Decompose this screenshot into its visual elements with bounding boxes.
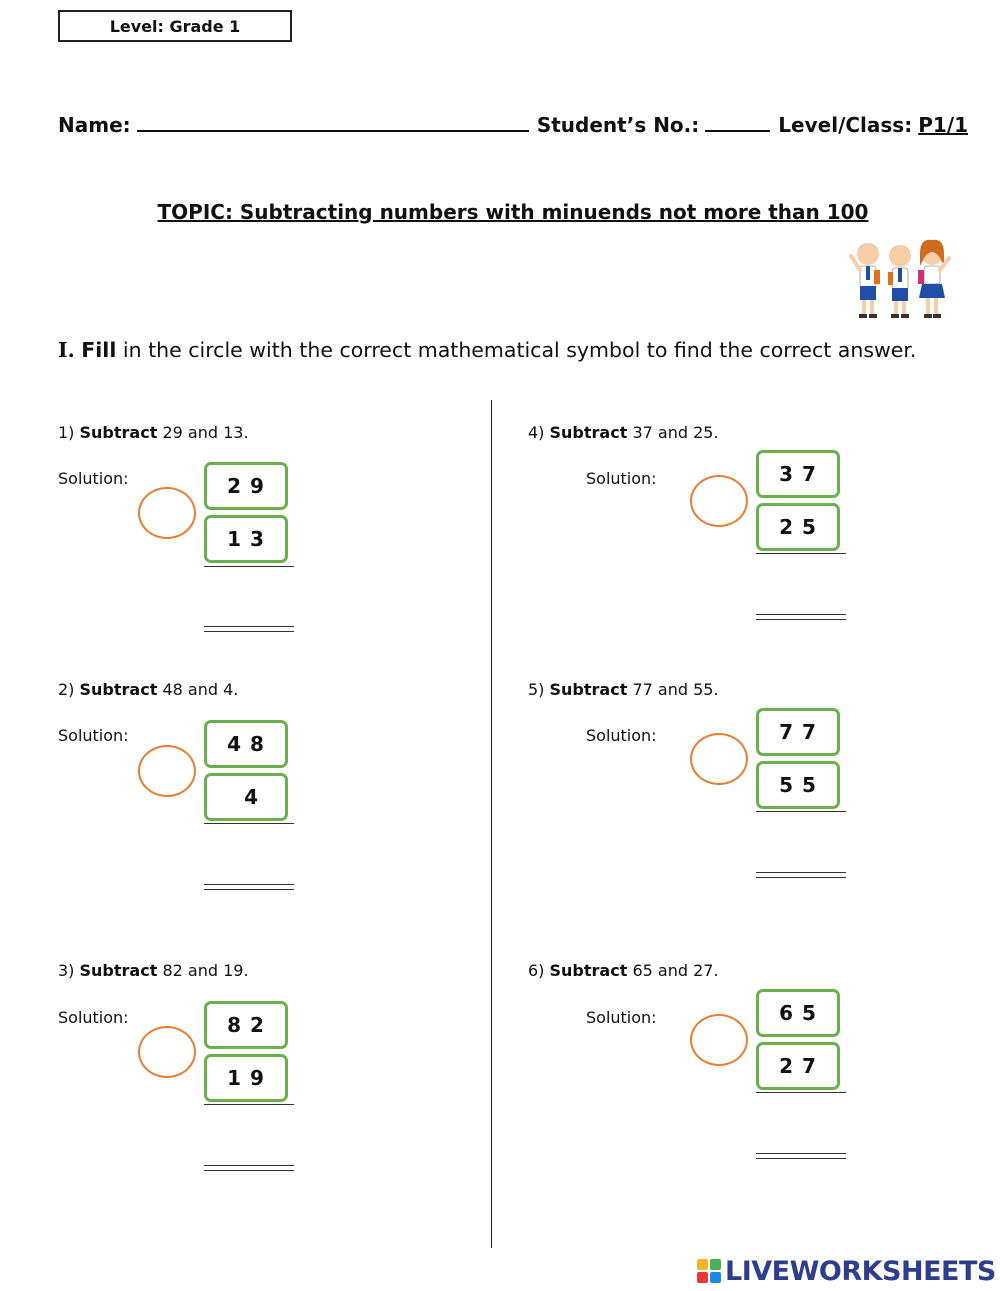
liveworksheets-logo xyxy=(697,1255,996,1287)
topic-title: TOPIC: Subtracting numbers with minuends not more than 100 xyxy=(157,200,869,224)
logo-text: LIVEWORKSHEETS xyxy=(725,1255,996,1287)
logo-blocks-icon xyxy=(697,1259,721,1283)
subtrahend-box: 2 5 xyxy=(756,503,840,551)
sum-line xyxy=(204,566,294,567)
solution-label: Solution: xyxy=(586,726,657,745)
problem-text: 37 and 25. xyxy=(627,423,719,442)
subtrahend-box: 5 5 xyxy=(756,761,840,809)
problem-number: 2) xyxy=(58,680,75,699)
solution-label: Solution: xyxy=(586,469,657,488)
problem-verb: Subtract xyxy=(549,680,628,699)
problem-text: 82 and 19. xyxy=(157,961,249,980)
subtrahend-box: 1 9 xyxy=(204,1054,288,1102)
problem-verb: Subtract xyxy=(549,423,628,442)
problem-3-label xyxy=(58,961,249,980)
answer-symbol-circle[interactable] xyxy=(690,733,748,785)
sum-line xyxy=(204,823,294,824)
problem-verb: Subtract xyxy=(79,423,158,442)
answer-line[interactable] xyxy=(756,1153,846,1159)
problem-number: 6) xyxy=(528,961,545,980)
instruction xyxy=(58,338,988,362)
problem-4-label xyxy=(528,423,719,442)
student-no-label: Student’s No.: xyxy=(536,113,700,137)
minuend-box: 6 5 xyxy=(756,989,840,1037)
sum-line xyxy=(756,1092,846,1093)
student-info-line xyxy=(58,112,968,144)
problem-1-label xyxy=(58,423,249,442)
answer-line[interactable] xyxy=(204,884,294,890)
problem-number: 3) xyxy=(58,961,75,980)
answer-symbol-circle[interactable] xyxy=(138,487,196,539)
problem-verb: Subtract xyxy=(79,961,158,980)
children-illustration xyxy=(848,232,952,324)
sum-line xyxy=(204,1104,294,1105)
answer-symbol-circle[interactable] xyxy=(138,745,196,797)
answer-symbol-circle[interactable] xyxy=(690,475,748,527)
sum-line xyxy=(756,553,846,554)
problem-verb: Subtract xyxy=(79,680,158,699)
problem-number: 4) xyxy=(528,423,545,442)
minuend-box: 7 7 xyxy=(756,708,840,756)
solution-label: Solution: xyxy=(58,1008,129,1027)
problem-2-label xyxy=(58,680,238,699)
solution-label: Solution: xyxy=(586,1008,657,1027)
subtrahend-box: 2 7 xyxy=(756,1042,840,1090)
answer-line[interactable] xyxy=(204,626,294,632)
instruction-text: in the circle with the correct mathematical symbol to find the correct answer. xyxy=(116,338,917,362)
problem-number: 1) xyxy=(58,423,75,442)
name-label: Name: xyxy=(58,113,131,137)
boy-left-figure xyxy=(851,243,880,318)
problem-5-label xyxy=(528,680,719,699)
problem-text: 48 and 4. xyxy=(157,680,239,699)
instruction-bold: Fill xyxy=(81,338,117,362)
name-blank[interactable] xyxy=(137,112,529,132)
minuend-box: 3 7 xyxy=(756,450,840,498)
student-no-blank[interactable] xyxy=(705,112,770,132)
class-label: Level/Class: xyxy=(778,113,913,137)
problem-verb: Subtract xyxy=(549,961,628,980)
girl-right-figure xyxy=(918,240,949,318)
minuend-box: 2 9 xyxy=(204,462,288,510)
answer-line[interactable] xyxy=(204,1165,294,1171)
problem-text: 29 and 13. xyxy=(157,423,249,442)
column-divider xyxy=(491,400,492,1248)
problem-6-label xyxy=(528,961,719,980)
problem-number: 5) xyxy=(528,680,545,699)
answer-symbol-circle[interactable] xyxy=(138,1026,196,1078)
answer-line[interactable] xyxy=(756,872,846,878)
answer-symbol-circle[interactable] xyxy=(690,1014,748,1066)
class-value: P1/1 xyxy=(918,113,968,137)
boy-middle-figure xyxy=(888,245,911,318)
section-numeral: I. xyxy=(58,338,75,362)
problem-text: 77 and 55. xyxy=(627,680,719,699)
problem-text: 65 and 27. xyxy=(627,961,719,980)
minuend-box: 8 2 xyxy=(204,1001,288,1049)
solution-label: Solution: xyxy=(58,726,129,745)
subtrahend-box: 1 3 xyxy=(204,515,288,563)
sum-line xyxy=(756,811,846,812)
minuend-box: 4 8 xyxy=(204,720,288,768)
answer-line[interactable] xyxy=(756,614,846,620)
subtrahend-box: 4 xyxy=(204,773,288,821)
solution-label: Solution: xyxy=(58,469,129,488)
level-label: Level: Grade 1 xyxy=(109,16,241,36)
level-box xyxy=(58,10,292,42)
